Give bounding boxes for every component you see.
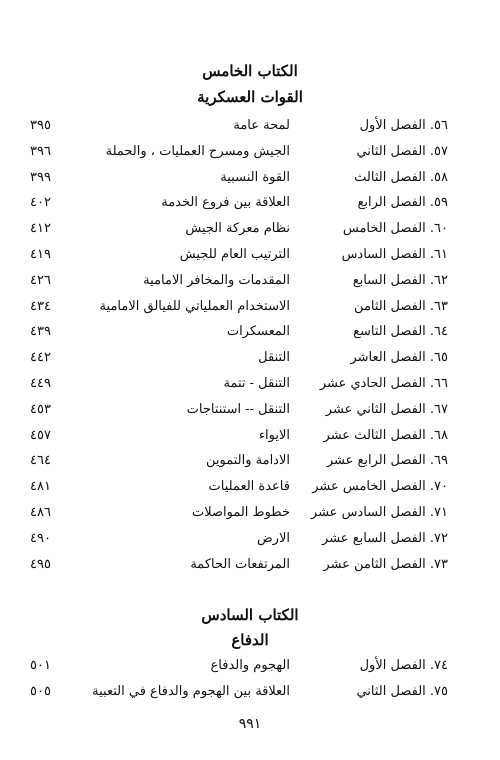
toc-entry xyxy=(0,453,500,477)
toc-entry xyxy=(0,299,500,323)
chapter-title: التنقل -- استنتاجات xyxy=(186,401,290,417)
book-six-subheading: الدفاع xyxy=(231,631,269,649)
chapter-title: المقدمات والمخافر الامامية xyxy=(143,272,290,288)
chapter-label: ٦٤. الفصل التاسع xyxy=(353,324,448,340)
chapter-label: ٧٠. الفصل الخامس عشر xyxy=(312,479,448,495)
chapter-title: الترتيب العام للجيش xyxy=(179,247,290,262)
toc-entry xyxy=(0,350,500,374)
chapter-page-number: ٤١٢ xyxy=(30,221,51,237)
chapter-page-number: ٤٨٦ xyxy=(30,505,51,520)
chapter-label: ٦٧. الفصل الثاني عشر xyxy=(325,401,448,417)
toc-entry xyxy=(0,324,500,348)
chapter-title: الجيش ومسرح العمليات ، والحملة xyxy=(105,143,290,159)
chapter-label: ٥٦. الفصل الأول xyxy=(359,118,448,133)
chapter-label: ٥٨. الفصل الثالث xyxy=(354,169,448,185)
chapter-page-number: ٥٠١ xyxy=(30,658,51,673)
chapter-page-number: ٤٤٢ xyxy=(30,350,51,366)
chapter-label: ٦٦. الفصل الحادي عشر xyxy=(319,376,448,391)
chapter-page-number: ٣٩٦ xyxy=(30,143,51,159)
chapter-label: ٧٢. الفصل السابع عشر xyxy=(322,530,448,546)
chapter-title: المعسكرات xyxy=(226,324,290,340)
toc-entry xyxy=(0,195,500,219)
chapter-page-number: ٤٩٠ xyxy=(30,530,51,546)
chapter-label: ٦٩. الفصل الرابع عشر xyxy=(326,453,448,469)
chapter-label: ٦٨. الفصل الثالث عشر xyxy=(323,427,448,443)
chapter-label: ٧٣. الفصل الثامن عشر xyxy=(323,556,448,572)
chapter-label: ٦٢. الفصل السابع xyxy=(352,272,448,288)
chapter-page-number: ٤٢٦ xyxy=(30,272,51,288)
chapter-title: الايواء xyxy=(258,427,290,443)
toc-entry xyxy=(0,118,500,142)
toc-entry xyxy=(0,479,500,503)
chapter-title: خطوط المواصلات xyxy=(191,505,290,520)
chapter-page-number: ٤٩٥ xyxy=(30,556,51,572)
chapter-title: القوة النسبية xyxy=(220,169,290,185)
chapter-title: الاستخدام العملياتي للفيالق الامامية xyxy=(99,298,290,314)
toc-entry xyxy=(0,505,500,529)
chapter-page-number: ٤١٩ xyxy=(30,247,51,262)
chapter-title: المرتفعات الحاكمة xyxy=(190,556,290,572)
toc-entry xyxy=(0,221,500,245)
toc-entry xyxy=(0,273,500,297)
chapter-title: الارض xyxy=(256,530,290,546)
toc-entry xyxy=(0,247,500,271)
chapter-label: ٧٤. الفصل الأول xyxy=(359,658,448,673)
toc-entry xyxy=(0,531,500,555)
chapter-page-number: ٤٨١ xyxy=(30,479,51,495)
toc-entry xyxy=(0,428,500,452)
chapter-label: ٧١. الفصل السادس عشر xyxy=(310,505,448,520)
chapter-page-number: ٤٣٩ xyxy=(30,324,51,340)
chapter-label: ٥٩. الفصل الرابع xyxy=(357,195,448,211)
chapter-title: العلاقة بين فروع الخدمة xyxy=(161,195,290,211)
chapter-title: العلاقة بين الهجوم والدفاع في التعبية xyxy=(92,684,290,699)
chapter-page-number: ٤٥٧ xyxy=(30,427,51,443)
toc-entry xyxy=(0,376,500,400)
toc-entry xyxy=(0,170,500,194)
chapter-title: لمحة عامة xyxy=(233,118,290,133)
chapter-page-number: ٥٠٥ xyxy=(30,684,51,699)
chapter-page-number: ٤٣٤ xyxy=(30,298,51,314)
chapter-title: التنقل xyxy=(258,350,290,366)
chapter-title: التنقل - تتمة xyxy=(223,376,290,391)
chapter-label: ٦٣. الفصل الثامن xyxy=(354,298,448,314)
chapter-page-number: ٤٠٢ xyxy=(30,195,51,211)
chapter-label: ٧٥. الفصل الثاني xyxy=(356,684,448,699)
chapter-page-number: ٤٥٣ xyxy=(30,401,51,417)
chapter-label: ٦٠. الفصل الخامس xyxy=(342,221,448,237)
book-five-heading: الكتاب الخامس xyxy=(202,62,298,80)
toc-entry xyxy=(0,402,500,426)
chapter-title: الهجوم والدفاع xyxy=(210,658,290,673)
toc-entry xyxy=(0,684,500,708)
toc-entry xyxy=(0,557,500,581)
toc-entry xyxy=(0,144,500,168)
chapter-title: الادامة والتموين xyxy=(205,453,290,469)
book-six-heading: الكتاب السادس xyxy=(201,606,299,624)
chapter-title: قاعدة العمليات xyxy=(208,479,290,495)
chapter-page-number: ٣٩٥ xyxy=(30,118,51,133)
book-five-subheading: القوات العسكرية xyxy=(197,88,303,106)
chapter-page-number: ٤٤٩ xyxy=(30,376,51,391)
chapter-label: ٦١. الفصل السادس xyxy=(341,247,448,262)
chapter-page-number: ٤٦٤ xyxy=(30,453,51,469)
chapter-label: ٥٧. الفصل الثاني xyxy=(356,143,448,159)
toc-entry xyxy=(0,658,500,682)
chapter-page-number: ٣٩٩ xyxy=(30,169,51,185)
chapter-title: نظام معركة الجيش xyxy=(185,221,290,237)
page-number: ٩٩١ xyxy=(238,716,262,732)
chapter-label: ٦٥. الفصل العاشر xyxy=(350,350,448,366)
